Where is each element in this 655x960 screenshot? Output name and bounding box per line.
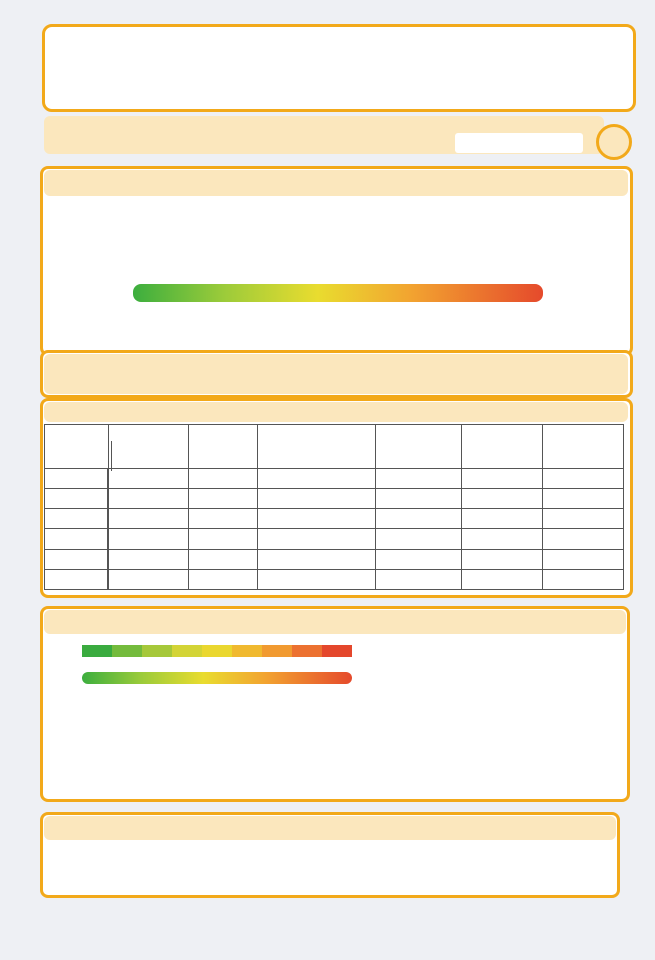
footnote-3 bbox=[48, 914, 54, 927]
class-e bbox=[361, 248, 407, 262]
comparison-class-scale bbox=[82, 645, 352, 657]
comparison-gradient-bar bbox=[82, 672, 352, 684]
class-a-plus bbox=[82, 645, 112, 657]
final-energy-titlebar bbox=[44, 354, 628, 394]
class-a bbox=[112, 645, 142, 657]
class-h bbox=[322, 645, 352, 657]
class-b bbox=[142, 645, 172, 657]
table-row bbox=[45, 489, 624, 509]
consumption-table bbox=[44, 424, 624, 590]
class-a-plus bbox=[133, 248, 179, 262]
class-g bbox=[452, 248, 498, 262]
col-period bbox=[45, 425, 109, 469]
col-energy-carrier bbox=[108, 425, 189, 469]
table-row bbox=[45, 529, 624, 549]
page-number-badge bbox=[596, 124, 632, 160]
col-climate-factor bbox=[542, 425, 623, 469]
footnote-2 bbox=[294, 904, 300, 917]
class-a bbox=[179, 248, 225, 262]
class-f bbox=[262, 645, 292, 657]
class-b bbox=[224, 248, 270, 262]
energy-class-scale bbox=[133, 248, 543, 262]
comparison-titlebar bbox=[44, 610, 626, 634]
class-f bbox=[406, 248, 452, 262]
comparison-box bbox=[40, 606, 630, 802]
col-divider bbox=[111, 441, 112, 471]
table-row bbox=[45, 509, 624, 529]
class-c bbox=[270, 248, 316, 262]
class-e bbox=[232, 645, 262, 657]
header-box bbox=[42, 24, 636, 112]
class-d bbox=[202, 645, 232, 657]
explanation-titlebar bbox=[44, 816, 616, 840]
class-h bbox=[498, 248, 544, 262]
table-row bbox=[45, 469, 624, 489]
consumption-record-titlebar bbox=[44, 402, 628, 422]
col-hot-water bbox=[376, 425, 461, 469]
col-primary-factor bbox=[189, 425, 258, 469]
class-g bbox=[292, 645, 322, 657]
footnote-4 bbox=[404, 914, 410, 927]
energy-gradient-bar bbox=[133, 284, 543, 302]
class-c bbox=[172, 645, 202, 657]
col-consumption bbox=[258, 425, 376, 469]
col-heating bbox=[461, 425, 542, 469]
class-d bbox=[315, 248, 361, 262]
table-row bbox=[45, 549, 624, 569]
registration-number bbox=[455, 133, 583, 153]
energy-consumption-titlebar bbox=[44, 170, 628, 196]
table-row bbox=[45, 569, 624, 589]
